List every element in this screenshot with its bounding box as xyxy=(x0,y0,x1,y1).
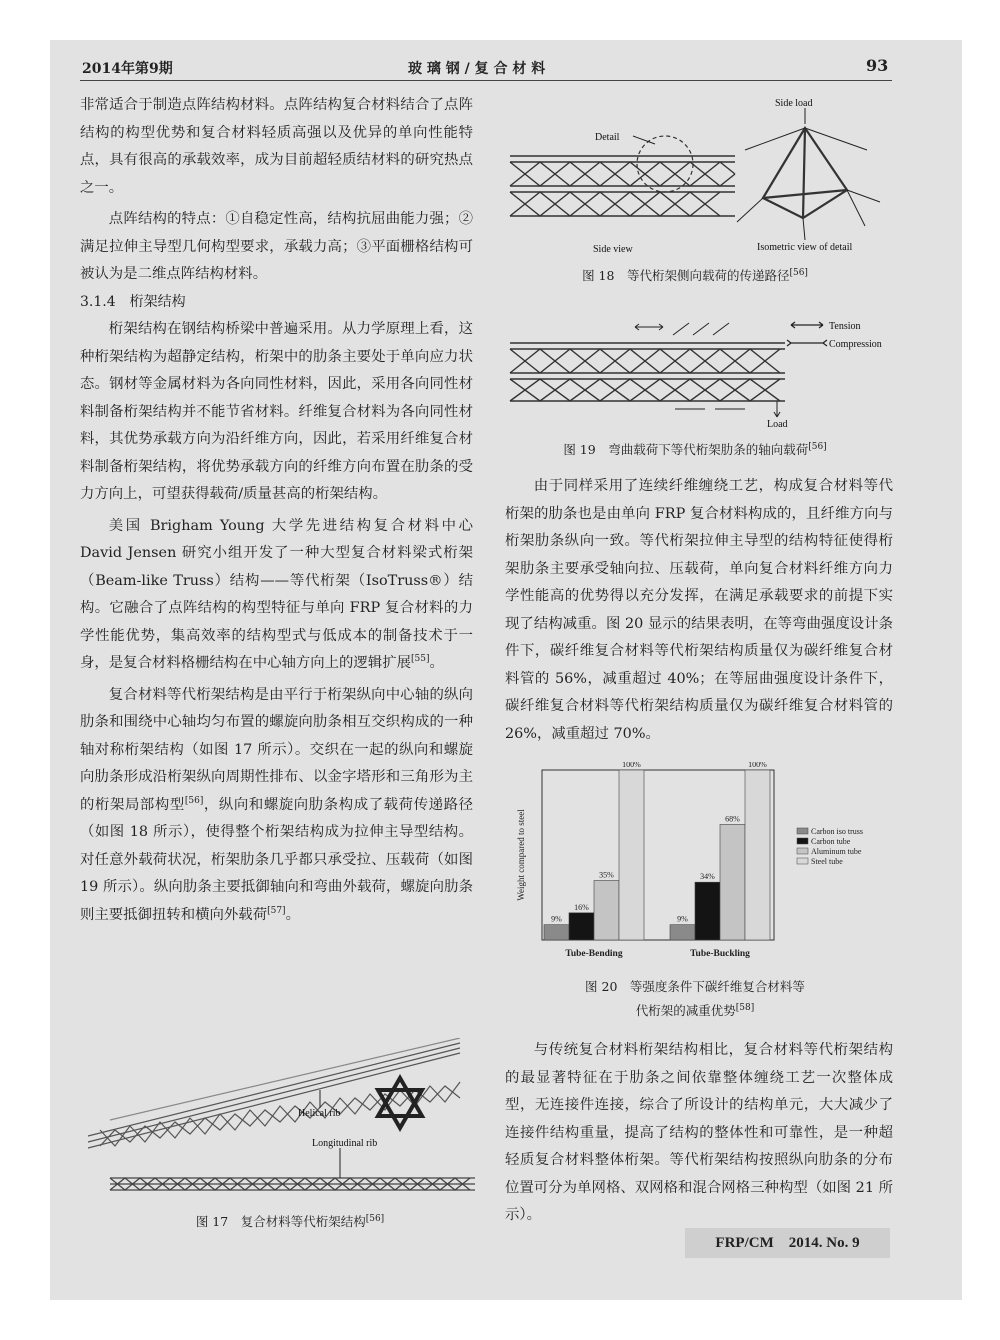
category-label-0: Tube-Bending xyxy=(565,949,623,959)
legend-label-0: Carbon iso truss xyxy=(811,827,863,836)
legend-label-3: Steel tube xyxy=(811,857,843,866)
figure-20-caption-line2-wrap xyxy=(560,999,830,1023)
bar-0-1 xyxy=(569,913,594,940)
figure-17-caption-ref: [56] xyxy=(365,1213,385,1224)
bar-1-0 xyxy=(670,925,695,940)
right-column-bottom xyxy=(505,1037,893,1230)
bar-label-1-1: 34% xyxy=(700,872,715,882)
header-issue: 2014年第9期 xyxy=(82,61,173,77)
side-view-truss xyxy=(510,156,735,216)
left-column xyxy=(80,92,473,929)
bending-truss xyxy=(510,343,785,401)
legend-swatch-2 xyxy=(797,848,808,854)
legend-swatch-0 xyxy=(797,828,808,834)
p4-end: 。 xyxy=(429,655,444,671)
category-label-1: Tube-Buckling xyxy=(690,949,750,959)
figure-19-caption-ref: [56] xyxy=(808,441,827,452)
label-isometric-view: Isometric view of detail xyxy=(757,242,853,253)
left-paragraph-5 xyxy=(80,682,473,930)
right-paragraph-2: 与传统复合材料桁架结构相比，复合材料等代桁架结构的最显著特征在于肋条之间依靠整体缠绕工艺一次整体成型，无连接件连接，综合了所设计的结构单元，大大减少了连接件结构重量，提高了结构的整体性和可靠性，是一种超轻质复合材料整体桁架。等代桁架结构按照纵向肋条的分布位置可分为单网格、双网格和混合网格三种构型（如图 21 所示）。 xyxy=(505,1042,893,1223)
header-rule xyxy=(80,80,892,81)
legend-compression: Compression xyxy=(829,339,882,350)
bar-label-1-2: 68% xyxy=(725,814,740,824)
figure-20-chart xyxy=(512,762,897,972)
label-side-load: Side load xyxy=(775,98,813,109)
figure-18-caption xyxy=(560,266,830,284)
legend-label-1: Carbon tube xyxy=(811,837,851,846)
left-paragraph-3: 桁架结构在钢结构桥梁中普遍采用。从力学原理上看，这种桁架结构为超静定结构，桁架中的肋条主要处于单向应力状态。钢材等金属材料为各向同性材料，因此，采用各向同性材料制备桁架结构并不能节省材料。纤维复合材料为各向同性材料，其优势承载方向为沿纤维方向，因此，若采用纤维复合材料制备桁架结构，将优势承载方向的纤维方向布置在肋条的受力方向上，可望获得载荷/质量甚高的桁架结构。 xyxy=(80,321,473,502)
ref-55: [55] xyxy=(411,654,430,665)
bar-label-0-2: 35% xyxy=(599,870,614,880)
isometric-pyramid xyxy=(763,128,847,218)
label-load: Load xyxy=(767,419,788,430)
right-column-top xyxy=(505,473,893,748)
bar-1-3 xyxy=(745,770,770,940)
figure-18-caption-text: 图 18 等代桁架侧向载荷的传递路径 xyxy=(582,268,790,283)
left-paragraph-1: 非常适合于制造点阵结构材料。点阵结构复合材料结合了点阵结构的构型优势和复合材料轻质高强以及优异的单向性能特点，具有很高的承载效率，成为目前超轻质结材料的研究热点之一。 xyxy=(80,97,473,196)
legend-19 xyxy=(787,322,827,346)
star-cross-section xyxy=(378,1078,422,1128)
left-paragraph-4 xyxy=(80,513,473,678)
helical-truss-drawing xyxy=(88,1038,460,1148)
load-arrows xyxy=(737,108,880,240)
p5-text-a: 复合材料等代桁架结构是由平行于桁架纵向中心轴的纵向肋条和围绕中心轴均匀布置的螺旋向肋条相互交织构成的一种轴对称桁架结构（如图 17 所示）。交织在一起的纵向和螺旋向肋条形成沿桁架纵向周期性排布、以金字塔形和三角形为主的桁架局部构型 xyxy=(80,686,473,813)
figure-17 xyxy=(80,1038,480,1208)
bar-0-2 xyxy=(594,881,619,941)
right-paragraph-1: 由于同样采用了连续纤维缠绕工艺，构成复合材料等代桁架的肋条也是由单向 FRP 复合材料构成的，且纤维方向与桁架肋条纵向一致。等代桁架拉伸主导型的结构特征使得桁架肋条主要承受轴向拉、压载荷，单向复合材料纤维方向力学性能高的优势得以充分发挥，在满足承载要求的前提下实现了结构减重。图 20 显示的结果表明，在等弯曲强度设计条件下，碳纤维复合材料等代桁架结构质量仅为碳纤维复合材料管的 56%，减重超过 40%；在等屈曲强度设计条件下，碳纤维复合材料等代桁架结构质量仅为碳纤维复合材料管的 26%，减重超过 70%。 xyxy=(505,478,893,742)
bar-label-0-0: 9% xyxy=(551,914,562,924)
header-page-number: 93 xyxy=(866,56,889,75)
header-journal-title: 玻 璃 钢 / 复 合 材 料 xyxy=(408,61,546,77)
legend-label-2: Aluminum tube xyxy=(811,847,862,856)
p4-text: 美国 Brigham Young 大学先进结构复合材料中心 David Jensen 研究小组开发了一种大型复合材料梁式桁架（Beam-like Truss）结构——等代桁架（IsoTruss®）结构。它融合了点阵结构的构型特征与单向 FRP 复合材料的力学性能优势，集高效率的结构型式与低成本的制备技术于一身，是复合材料格栅结构在中心轴方向上的逻辑扩展 xyxy=(80,517,473,671)
bar-0-0 xyxy=(544,925,569,940)
bar-1-2 xyxy=(720,824,745,940)
bar-1-1 xyxy=(695,882,720,940)
bar-label-0-1: 16% xyxy=(574,902,589,912)
detail-pointer xyxy=(633,136,655,144)
bar-0-3 xyxy=(619,770,644,940)
figure-17-caption xyxy=(170,1212,410,1230)
p5-end: 。 xyxy=(285,906,300,923)
label-helical-rib: Helical rib xyxy=(298,1108,341,1119)
bar-label-0-3: 100% xyxy=(622,762,641,769)
figure-18 xyxy=(505,98,895,258)
label-side-view: Side view xyxy=(593,244,633,255)
y-axis-label: Weight compared to steel xyxy=(516,809,526,901)
label-detail: Detail xyxy=(595,132,620,143)
label-longitudinal-rib: Longitudinal rib xyxy=(312,1138,378,1149)
detail-circle xyxy=(637,136,693,192)
bar-label-1-3: 100% xyxy=(748,762,767,769)
ref-56: [56] xyxy=(184,795,204,806)
legend-swatch-3 xyxy=(797,858,808,864)
section-heading: 3.1.4 桁架结构 xyxy=(80,293,186,310)
figure-19-caption-text: 图 19 弯曲载荷下等代桁架肋条的轴向载荷 xyxy=(563,442,809,457)
p5-text-b: ，纵向和螺旋向肋条构成了载荷传递路径（如图 18 所示），使得整个桁架结构成为拉伸主导型结构。对任意外载荷状况，桁架肋条几乎都只承受拉、压载荷（如图 19 所示）。纵向肋条主要抵御轴向和弯曲外载荷，螺旋向肋条则主要抵御扭转和横向外载荷 xyxy=(80,796,473,923)
left-paragraph-2: 点阵结构的特点：①自稳定性高，结构抗屈曲能力强；②满足拉伸主导型几何构型要求，承载力高；③平面栅格结构可被认为是二维点阵结构材料。 xyxy=(80,211,473,282)
figure-18-caption-ref: [56] xyxy=(789,267,808,278)
figure-20-caption-line2: 代桁架的减重优势 xyxy=(635,1003,736,1018)
footer-journal-badge: FRP/CM 2014. No. 9 xyxy=(685,1228,890,1258)
figure-20-caption-line1: 图 20 等强度条件下碳纤维复合材料等 xyxy=(585,979,805,994)
figure-19-caption xyxy=(540,440,850,458)
figure-20-caption-ref: [58] xyxy=(735,1002,755,1013)
figure-20-caption xyxy=(560,975,830,1023)
bar-label-1-0: 9% xyxy=(677,914,688,924)
figure-19 xyxy=(505,305,895,430)
figure-17-caption-text: 图 17 复合材料等代桁架结构 xyxy=(195,1214,366,1229)
legend-swatch-1 xyxy=(797,838,808,844)
ref-57: [57] xyxy=(267,905,286,916)
longitudinal-truss-drawing xyxy=(110,1178,475,1190)
legend-tension: Tension xyxy=(829,321,861,332)
